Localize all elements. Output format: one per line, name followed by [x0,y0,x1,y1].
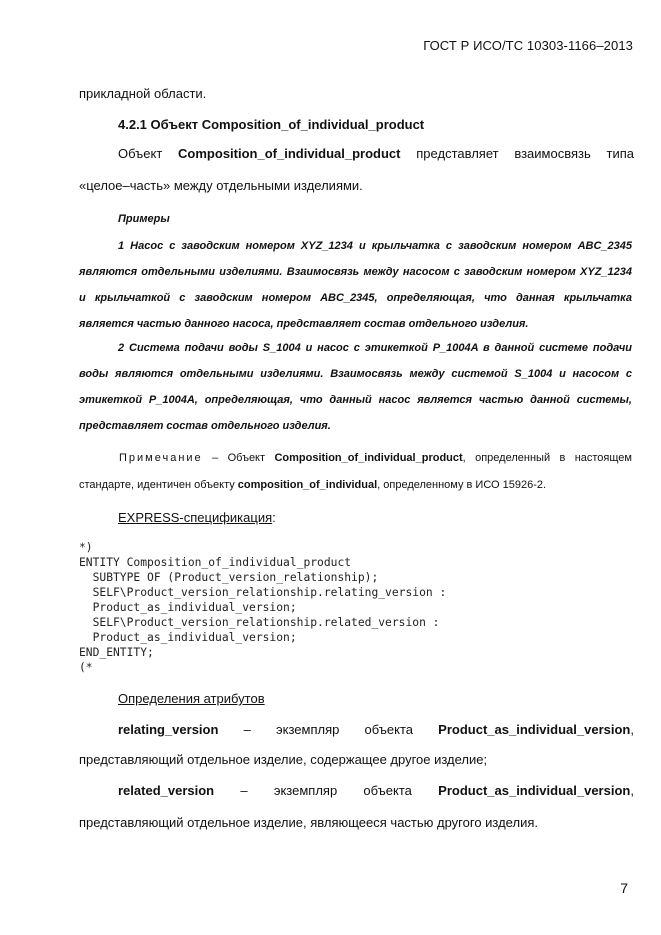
attribute-name: related_version [118,783,215,798]
example-line: являются отдельными изделиями. Взаимосвязь между насосом с заводским номером XYZ_1234 [79,266,632,278]
section-heading: 4.2.1 Объект Composition_of_individual_product [118,117,425,132]
express-heading: EXPRESS-спецификация: [118,510,276,525]
example-line: представляет состав отдельного изделия. [79,420,331,432]
code-line: END_ENTITY; [79,646,154,659]
code-line: (* [79,661,93,674]
examples-title: Примеры [118,213,170,225]
code-line: Product_as_individual_version; [79,631,297,644]
entity-name: Composition_of_individual_product [178,146,401,161]
example-line: этикеткой P_1004A, определяющая, что данный насос является частью данной системы, [79,394,632,406]
attribute-definition: relating_version – экземпляр объекта Product_as_individual_version, [118,722,634,737]
code-line: *) [79,541,93,554]
attributes-heading: Определения атрибутов [118,691,265,706]
attribute-type: Product_as_individual_version [438,722,631,737]
note-line: Примечание – Объект Composition_of_individual_product, определенный в настоящем [119,452,632,464]
example-line: 1 Насос с заводским номером XYZ_1234 и крыльчатка с заводским номером ABC_2345 [118,240,632,252]
standard-header: ГОСТ Р ИСО/ТС 10303-1166–2013 [423,38,633,53]
code-line: ENTITY Composition_of_individual_product [79,556,352,569]
code-line: Product_as_individual_version; [79,601,297,614]
example-line: воды являются отдельными изделиями. Взаимосвязь между системой S_1004 и насосом с [79,368,632,380]
express-link[interactable]: EXPRESS [118,510,180,525]
code-line: SELF\Product_version_relationship.relating_version : [79,586,447,599]
code-line: SELF\Product_version_relationship.related_version : [79,616,440,629]
code-line: SUBTYPE OF (Product_version_relationship); [79,571,379,584]
paragraph-line: «целое–часть» между отдельными изделиями. [79,178,363,193]
body-line: прикладной области. [79,86,207,101]
note-line: стандарте, идентичен объекту composition_of_individual, определенному в ИСО 15926-2. [79,479,547,491]
attribute-definition: related_version – экземпляр объекта Product_as_individual_version, [118,783,634,798]
page-number: 7 [620,880,628,896]
attribute-definition: представляющий отдельное изделие, являющееся частью другого изделия. [79,815,538,830]
attribute-name: relating_version [118,722,219,737]
attribute-type: Product_as_individual_version [438,783,631,798]
example-line: является частью данного насоса, представляет состав отдельного изделия. [79,318,529,330]
attribute-definition: представляющий отдельное изделие, содержащее другое изделие; [79,752,488,767]
example-line: 2 Система подачи воды S_1004 и насос с этикеткой P_1004A в данной системе подачи [118,342,632,354]
paragraph-line: Объект Composition_of_individual_product представляет взаимосвязь типа [118,146,634,161]
example-line: и крыльчаткой с заводским номером ABC_2345, определяющая, что данная крыльчатка [79,292,632,304]
note-label: Примечание [119,452,203,464]
